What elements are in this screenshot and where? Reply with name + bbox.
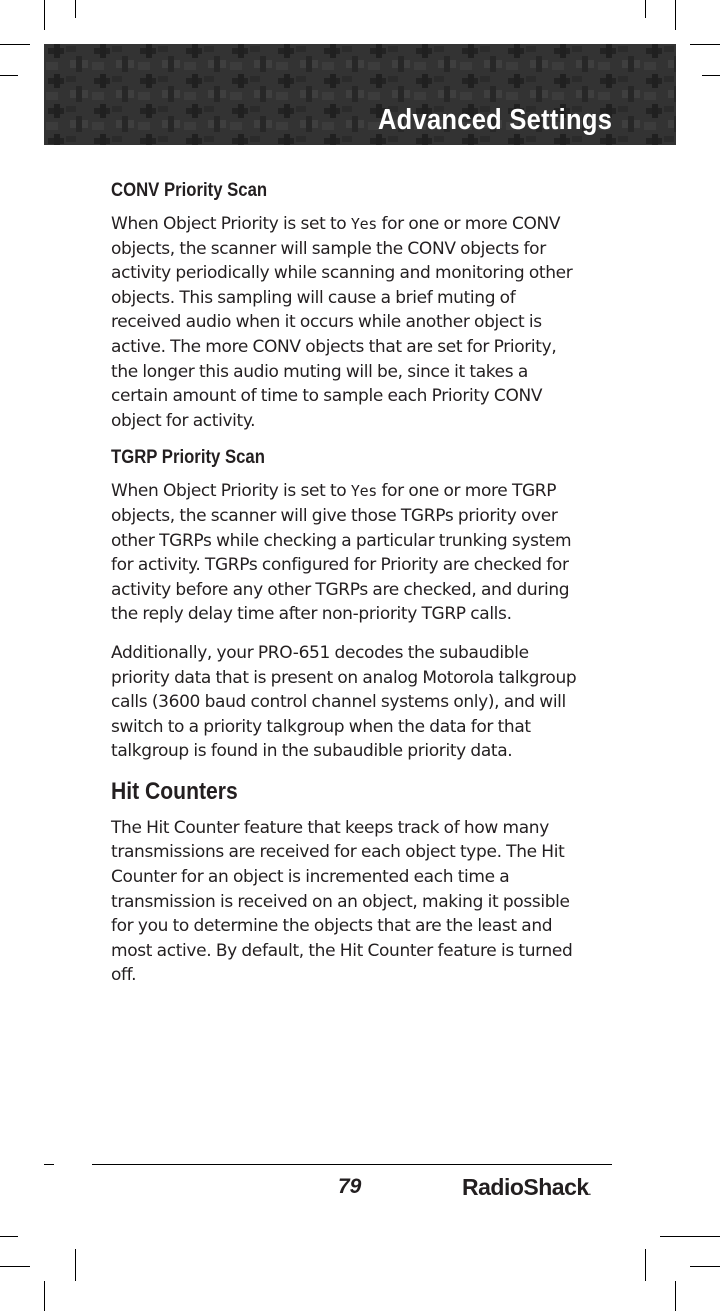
crop-mark: [645, 1249, 646, 1281]
crop-mark: [690, 44, 720, 45]
crop-mark: [75, 1249, 76, 1281]
tgrp-priority-paragraph: [111, 479, 581, 627]
logo-wordmark: RadioShack: [462, 1174, 589, 1200]
conv-paragraph-start: When Object Priority is set to: [111, 214, 351, 234]
footer-rule: [92, 1164, 612, 1165]
crop-mark: [44, 0, 45, 30]
page-number: 79: [338, 1175, 362, 1198]
subaudible-priority-paragraph: Additionally, your PRO-651 decodes the subaudible priority data that is present on analog Motorola talkgroup calls (3600 baud control channel systems only), and will switch to a priority talkgroup when the data for that talkgroup is found in the subaudible priority data.: [111, 642, 577, 762]
crop-mark: [645, 0, 646, 18]
page-content: [111, 180, 581, 1002]
crop-mark: [75, 0, 76, 18]
tgrp-paragraph-start: When Object Priority is set to: [111, 481, 351, 502]
yes-setting-value: Yes: [350, 482, 377, 501]
logo-mark: .: [588, 1187, 591, 1197]
crop-mark: [0, 1236, 18, 1237]
yes-setting-value: Yes: [350, 215, 377, 233]
hit-counters-heading: Hit Counters: [111, 777, 238, 805]
conv-paragraph-rest: for one or more CONV objects, the scanner will sample the CONV objects for activity periodically while scanning and monitoring other objects. This sampling will cause a brief muting of received audio when it occurs while another object is active. The more CONV objects that are set for Priority, the longer this audio muting will be, since it takes a certain amount of time to sample each Priority CONV object for activity.: [111, 214, 573, 431]
conv-priority-paragraph: [111, 212, 581, 433]
conv-priority-heading: CONV Priority Scan: [111, 180, 268, 201]
footer-tick: [44, 1164, 54, 1165]
crop-mark: [0, 75, 18, 76]
hit-counters-paragraph: The Hit Counter feature that keeps track of how many transmissions are received for each object type. The Hit Counter for an object is incremented each time a transmission is received on an object, making it possible for you to determine the objects that are the least and most active. By default, the Hit Counter feature is turned off.: [111, 817, 573, 986]
radioshack-logo: [462, 1174, 591, 1201]
crop-mark: [690, 1266, 720, 1267]
crop-mark: [675, 0, 676, 30]
tgrp-paragraph-rest: for one or more TGRP objects, the scanner will give those TGRPs priority over other TGRPs while checking a particular trunking system for activity. TGRPs configured for Priority are checked for activity before any other TGRPs are checked, and during the reply delay time after non-priority TGRP calls.: [111, 481, 572, 625]
crop-mark: [44, 1281, 45, 1311]
crop-mark: [702, 75, 720, 76]
tgrp-priority-heading: TGRP Priority Scan: [111, 447, 265, 469]
section-title: Advanced Settings: [377, 104, 612, 136]
crop-mark: [0, 1266, 30, 1267]
crop-mark: [0, 44, 30, 45]
crop-mark: [660, 1236, 720, 1237]
section-banner: [44, 44, 676, 145]
crop-mark: [675, 1281, 676, 1311]
